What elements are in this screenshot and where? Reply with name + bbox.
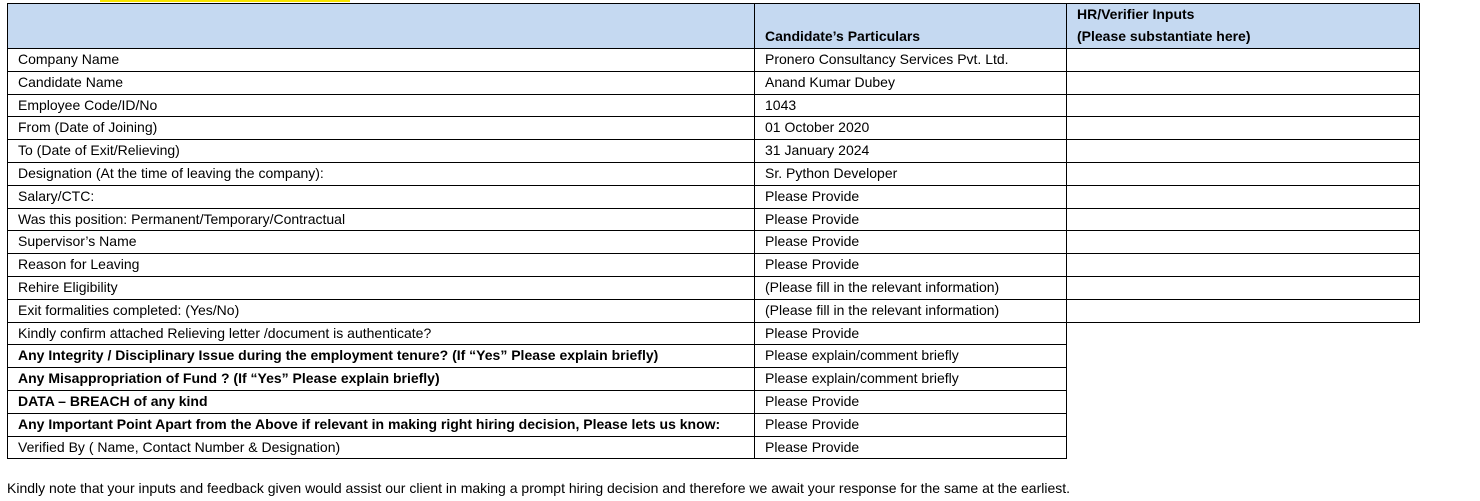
footer-note: Kindly note that your inputs and feedback given would assist our client in making a prompt hiring decision and therefore we await your response for the same at the earliest.: [7, 480, 1071, 496]
row-value: Please Provide: [755, 436, 1067, 459]
hr-input-cell[interactable]: [1067, 299, 1420, 322]
table-row: [8, 185, 1420, 208]
header-candidate-particulars-label: Candidate’s Particulars: [765, 28, 921, 45]
row-label: Any Important Point Apart from the Above if relevant in making right hiring decision, Please lets us know:: [8, 413, 755, 436]
empty-area: [1067, 436, 1420, 459]
hr-input-cell[interactable]: [1067, 208, 1420, 231]
row-value: 01 October 2020: [755, 117, 1067, 140]
row-label: Candidate Name: [8, 71, 755, 94]
empty-area: [1067, 390, 1420, 413]
table-row: [8, 117, 1420, 140]
hr-input-cell[interactable]: [1067, 276, 1420, 299]
hr-input-cell[interactable]: [1067, 231, 1420, 254]
table-row: [8, 254, 1420, 277]
row-value: Please Provide: [755, 185, 1067, 208]
row-value: Please Provide: [755, 208, 1067, 231]
hr-input-cell[interactable]: [1067, 117, 1420, 140]
row-label: Designation (At the time of leaving the company):: [8, 162, 755, 185]
table-header-row: [8, 4, 1420, 49]
row-label: Any Misappropriation of Fund ? (If “Yes” Please explain briefly): [8, 368, 755, 391]
row-value: Please Provide: [755, 322, 1067, 345]
hr-input-cell[interactable]: [1067, 254, 1420, 277]
row-label: From (Date of Joining): [8, 117, 755, 140]
table-row: [8, 276, 1420, 299]
table-row: [8, 71, 1420, 94]
row-value: (Please fill in the relevant information): [755, 299, 1067, 322]
table-row: [8, 162, 1420, 185]
table-row: [8, 49, 1420, 72]
row-label: Company Name: [8, 49, 755, 72]
row-label: Employee Code/ID/No: [8, 94, 755, 117]
header-cell-candidate-particulars: [755, 4, 1067, 49]
row-value: 31 January 2024: [755, 140, 1067, 163]
row-value: Please Provide: [755, 413, 1067, 436]
table-row: [8, 231, 1420, 254]
table-row: [8, 208, 1420, 231]
row-label: Verified By ( Name, Contact Number & Designation): [8, 436, 755, 459]
row-label: To (Date of Exit/Relieving): [8, 140, 755, 163]
empty-area: [1067, 368, 1420, 391]
header-hr-verifier-label: HR/Verifier Inputs: [1077, 6, 1195, 23]
empty-area: [1067, 345, 1420, 368]
table-row: [8, 390, 1420, 413]
row-label: Supervisor’s Name: [8, 231, 755, 254]
header-cell-blank: [8, 4, 755, 49]
row-value: Sr. Python Developer: [755, 162, 1067, 185]
empty-area: [1067, 413, 1420, 436]
row-label: Was this position: Permanent/Temporary/Contractual: [8, 208, 755, 231]
verification-table: [7, 3, 1420, 459]
table-row: [8, 436, 1420, 459]
hr-input-cell[interactable]: [1067, 49, 1420, 72]
row-label: DATA – BREACH of any kind: [8, 390, 755, 413]
row-value: (Please fill in the relevant information): [755, 276, 1067, 299]
table-row: [8, 413, 1420, 436]
table-row: [8, 368, 1420, 391]
row-value: Please explain/comment briefly: [755, 345, 1067, 368]
row-label: Kindly confirm attached Relieving letter /document is authenticate?: [8, 322, 755, 345]
hr-input-cell[interactable]: [1067, 162, 1420, 185]
hr-input-cell[interactable]: [1067, 71, 1420, 94]
table-row: [8, 345, 1420, 368]
table-row: [8, 140, 1420, 163]
row-value: Please Provide: [755, 254, 1067, 277]
row-value: Anand Kumar Dubey: [755, 71, 1067, 94]
row-label: Exit formalities completed: (Yes/No): [8, 299, 755, 322]
row-value: Please Provide: [755, 390, 1067, 413]
header-substantiate-label: (Please substantiate here): [1077, 28, 1251, 45]
empty-area: [1067, 322, 1420, 345]
hr-input-cell[interactable]: [1067, 94, 1420, 117]
row-label: Rehire Eligibility: [8, 276, 755, 299]
table-row: [8, 322, 1420, 345]
hr-input-cell[interactable]: [1067, 185, 1420, 208]
row-label: Any Integrity / Disciplinary Issue during the employment tenure? (If “Yes” Please explain briefly): [8, 345, 755, 368]
table-row: [8, 299, 1420, 322]
hr-input-cell[interactable]: [1067, 140, 1420, 163]
table-row: [8, 94, 1420, 117]
row-value: Please explain/comment briefly: [755, 368, 1067, 391]
row-value: Please Provide: [755, 231, 1067, 254]
row-value: 1043: [755, 94, 1067, 117]
yellow-highlight-strip: [100, 0, 350, 2]
header-cell-hr-verifier-inputs: [1067, 4, 1420, 49]
row-label: Reason for Leaving: [8, 254, 755, 277]
row-label: Salary/CTC:: [8, 185, 755, 208]
row-value: Pronero Consultancy Services Pvt. Ltd.: [755, 49, 1067, 72]
